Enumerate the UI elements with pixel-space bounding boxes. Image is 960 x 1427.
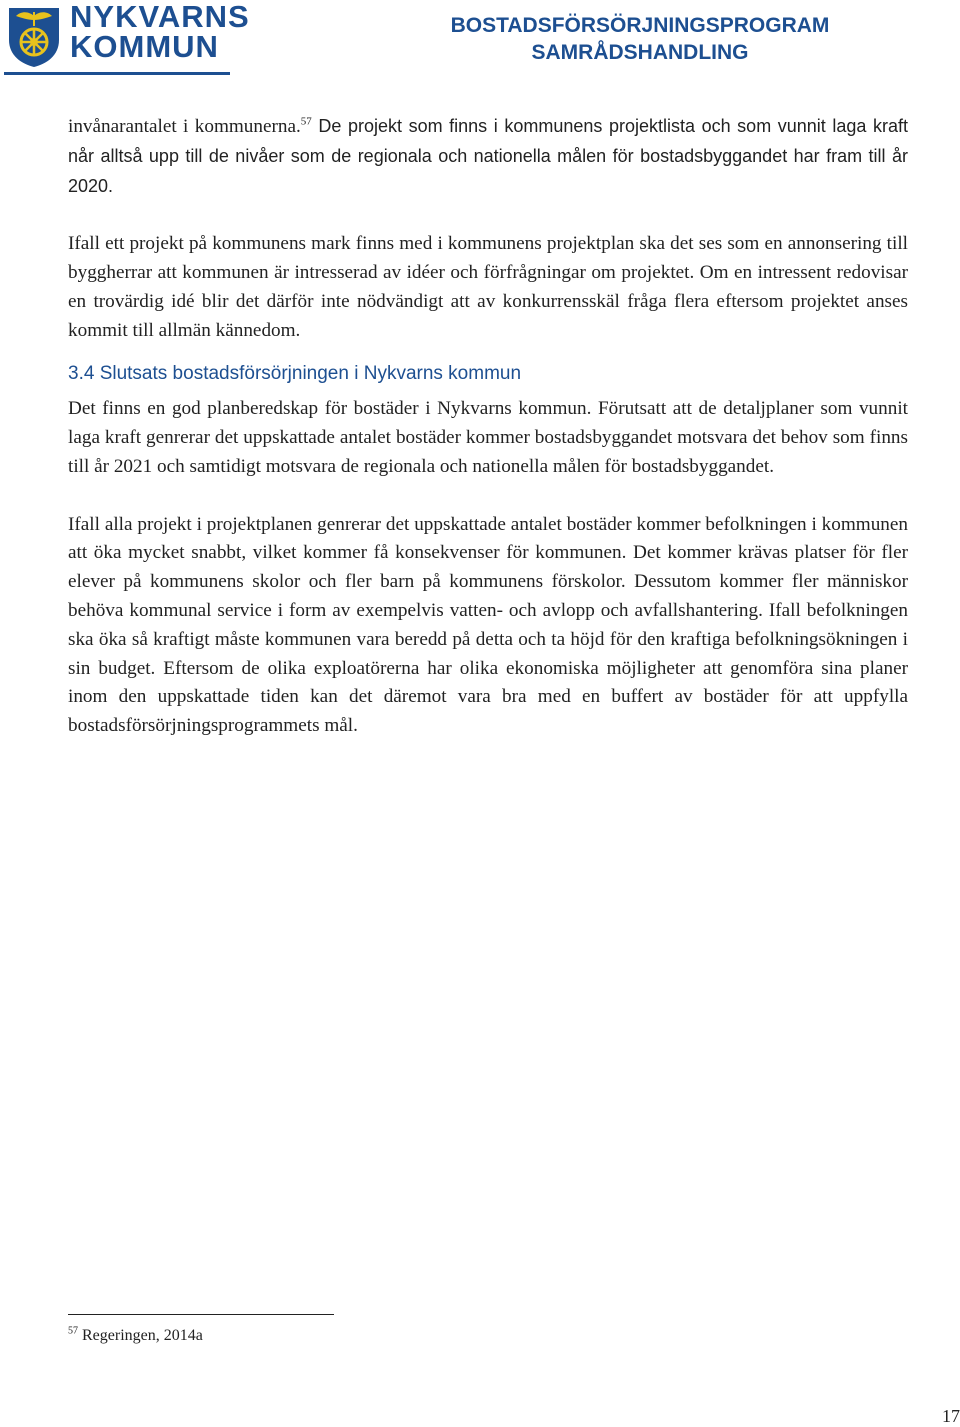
- footnote-number: 57: [68, 1325, 78, 1337]
- paragraph-3: Det finns en god planberedskap för bostäder i Nykvarns kommun. Förutsatt att de detaljplaner som vunnit laga kraft genrerar det uppskattade antalet bostäder kommer bostadsbyggandet motsvara det behov som finns till år 2021 och samtidigt motsvara de regionala och nationella målen för bostadsbyggandet.: [68, 398, 908, 477]
- municipality-logo: [4, 0, 250, 76]
- page-number: 17: [942, 1406, 960, 1426]
- header-title-line-2: SAMRÅDSHANDLING: [531, 41, 749, 64]
- logo-wordmark: [70, 2, 250, 62]
- document-body: [68, 112, 908, 741]
- paragraph-2: Ifall ett projekt på kommunens mark finns med i kommunens projektplan ska det ses som en annonsering till byggherrar att kommunen är intresserad av idéer och förfrågningar om projektet. Om en intressent redovisar en trovärdig idé blir det därför inte nödvändigt att av konkurrensskäl fråga flera eftersom projektet anses kommit till allmän kännedom.: [68, 233, 908, 341]
- paragraph-1-rest: De projekt som finns i kommunens projektlista och som vunnit laga kraft når alltså upp till de nivåer som de regionala och nationella målen för bostadsbyggandet har fram till år 2020.: [68, 116, 908, 196]
- document-header-title: [360, 12, 920, 66]
- logo-line-2: KOMMUN: [70, 29, 219, 64]
- section-heading: 3.4 Slutsats bostadsförsörjningen i Nykvarns kommun: [68, 363, 522, 385]
- header-title-line-1: BOSTADSFÖRSÖRJNINGSPROGRAM: [450, 14, 830, 37]
- logo-line-1: NYKVARNS: [70, 0, 250, 34]
- footnote-reference[interactable]: 57: [300, 115, 312, 128]
- footnote-separator: [68, 1314, 334, 1315]
- logo-underline: [4, 72, 230, 75]
- paragraph-1: [68, 112, 908, 201]
- paragraph-4: Ifall alla projekt i projektplanen genrerar det uppskattade antalet bostäder kommer befolkningen i kommunen att öka mycket snabbt, vilket kommer få konsekvenser för kommunen. Det kommer krävas platser för fler elever på kommunens skolor och fler barn på kommunens förskolor. Dessutom kommer fler människor behöva kommunal service i form av exempelvis vatten- och avlopp och avfallshantering. Ifall befolkningen ska öka så kraftigt måste kommunen vara beredd på detta och ta höjd för den kraftiga befolkningsökningen i sin budget. Eftersom de olika exploatörerna har olika ekonomiska möjligheter att genomföra sina planer inom den uppskattade tiden kan det däremot vara bra med en buffert av bostäder för att uppfylla bostadsförsörjningsprogrammets mål.: [68, 513, 908, 737]
- footnote-text: Regeringen, 2014a: [78, 1327, 203, 1344]
- page-header: [0, 0, 960, 80]
- footnote: [68, 1325, 203, 1347]
- crest-icon: [6, 4, 62, 68]
- paragraph-1-lead: invånarantalet i kommunerna.: [68, 116, 301, 137]
